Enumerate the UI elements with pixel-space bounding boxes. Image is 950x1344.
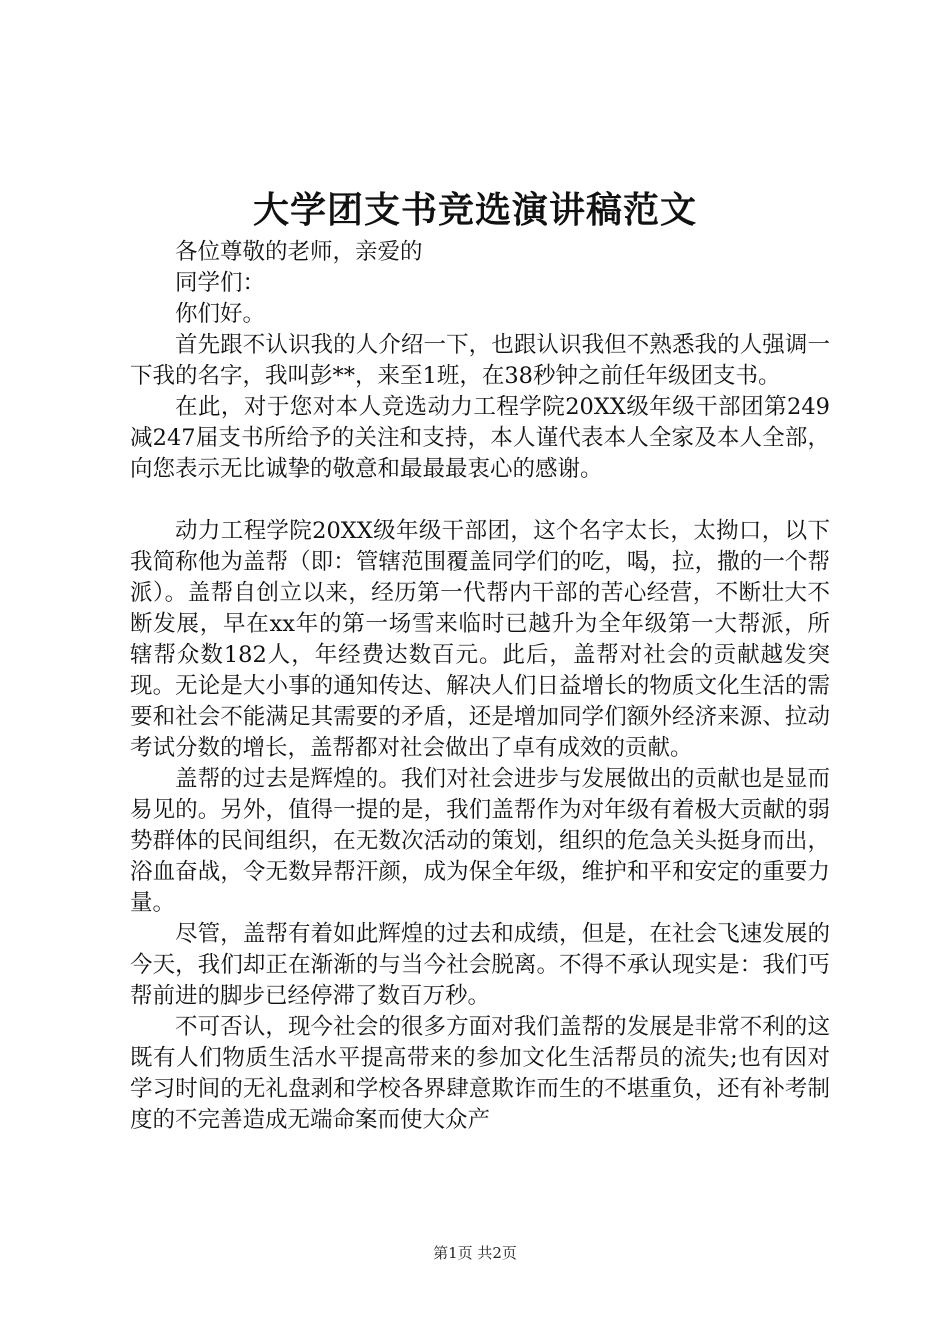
greeting-line-1: 各位尊敬的老师，亲爱的 <box>175 239 423 265</box>
document-title: 大学团支书竞选演讲稿范文 <box>252 189 697 231</box>
paragraph-challenges: 不可否认，现今社会的很多方面对我们盖帮的发展是非常不利的这既有人们物质生活水平提高带来的参加文化生活帮员的流失;也有因对学习时间的无礼盘剥和学校各界肆意欺诈而生的不堪重负，还有补考制度的不完善造成无端命案而使大众产 <box>130 1014 830 1133</box>
paragraph-past-glory: 盖帮的过去是辉煌的。我们对社会进步与发展做出的贡献也是显而易见的。另外，值得一提的是，我们盖帮作为对年级有着极大贡献的弱势群体的民间组织，在无数次活动的策划，组织的危急关头挺身而出，浴血奋战，令无数异帮汗颜，成为保全年级，维护和平和安定的重要力量。 <box>130 766 830 916</box>
blank-line <box>130 485 830 516</box>
greeting-line-3: 你们好。 <box>175 301 266 327</box>
paragraph-thanks: 在此，对于您对本人竞选动力工程学院20XX级年级干部团第249减247届支书所给予的关注和支持，本人谨代表本人全家及本人全部，向您表示无比诚挚的敬意和最最最衷心的感谢。 <box>130 394 830 482</box>
page-footer: 第1页 共2页 <box>433 1244 517 1262</box>
document-body <box>130 237 830 1136</box>
greeting-line-2: 同学们： <box>175 270 266 296</box>
paragraph-present: 尽管，盖帮有着如此辉煌的过去和成绩，但是，在社会飞速发展的今天，我们却正在渐渐的与当今社会脱离。不得不承认现实是：我们丐帮前进的脚步已经停滞了数百万秒。 <box>130 921 830 1009</box>
paragraph-introduction: 首先跟不认识我的人介绍一下，也跟认识我但不熟悉我的人强调一下我的名字，我叫彭**，来至1班，在38秒钟之前任年级团支书。 <box>130 332 830 389</box>
paragraph-history: 动力工程学院20XX级年级干部团，这个名字太长，太拗口，以下我简称他为盖帮（即：管辖范围覆盖同学们的吃，喝，拉，撒的一个帮派）。盖帮自创立以来，经历第一代帮内干部的苦心经营，不断壮大不断发展，早在xx年的第一场雪来临时已越升为全年级第一大帮派，所辖帮众数182人，年经费达数百元。此后，盖帮对社会的贡献越发突现。无论是大小事的通知传达、解决人们日益增长的物质文化生活的需要和社会不能满足其需要的矛盾，还是增加同学们额外经济来源、拉动考试分数的增长，盖帮都对社会做出了卓有成效的贡献。 <box>130 518 830 761</box>
